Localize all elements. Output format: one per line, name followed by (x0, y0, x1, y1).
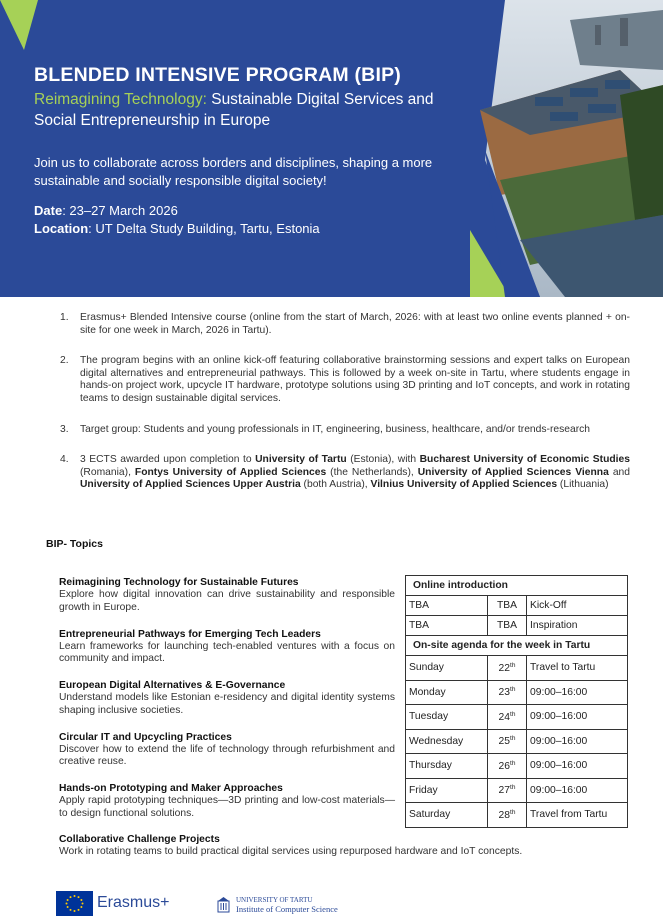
table-row: Monday 23th 09:00–16:00 (406, 680, 628, 705)
list-item (60, 454, 630, 492)
table-row: Saturday 28th Travel from Tartu (406, 803, 628, 828)
subtitle-rest: Sustainable Digital Services and Social Entrepreneurship in Europe (34, 91, 434, 129)
list-number: 2. (60, 355, 69, 367)
event-info (34, 202, 320, 238)
list-item (60, 355, 630, 405)
list-item (60, 312, 630, 337)
table-row: Wednesday 25th 09:00–16:00 (406, 729, 628, 754)
banner-subtitle (34, 89, 464, 131)
erasmus-logo-text: Erasmus+ (97, 894, 170, 911)
date-line (34, 202, 320, 220)
topic-description: Explore how digital innovation can drive sustainability and responsible growth in Europe. (59, 589, 395, 613)
topic-title: Circular IT and Upcycling Practices (59, 731, 232, 743)
list-item (60, 424, 630, 437)
university-seal-icon (217, 897, 230, 913)
topic-item (59, 577, 395, 629)
header-banner (0, 0, 663, 297)
eu-flag-icon (56, 891, 93, 916)
location-label: Location (34, 221, 89, 236)
topic-item (59, 783, 395, 835)
ut-name: UNIVERSITY OF TARTU (236, 896, 313, 904)
topic-item (59, 629, 395, 681)
date-value: : 23–27 March 2026 (62, 203, 178, 218)
list-text: The program begins with an online kick-off featuring collaborative brainstorming sessions and expert talks on European digital alternatives and entrepreneurial pathways. This is followed by a week on-site in Tartu, where students engage in hands-on project work, upcycle IT hardware, prototype solutions using 3D printing and IoT concepts, and work in rotating teams to design sustainable digital services. (80, 355, 630, 404)
topic-title: Reimagining Technology for Sustainable Futures (59, 577, 299, 588)
topic-description: Understand models like Estonian e-residency and digital identity systems shaping inclusive societies. (59, 692, 395, 716)
topic-description: Apply rapid prototyping techniques—3D printing and low-cost materials—to design functional solutions. (59, 795, 395, 819)
green-triangle-decoration (0, 0, 50, 50)
topic-title: European Digital Alternatives & E-Governance (59, 680, 286, 691)
location-value: : UT Delta Study Building, Tartu, Estonia (88, 221, 320, 236)
topic-item (59, 732, 395, 784)
ut-logo-text (236, 896, 338, 914)
list-text: Erasmus+ Blended Intensive course (online from the start of March, 2026: with at least two online events planned + on-site for one week in March, 2026 in Tartu). (80, 312, 630, 336)
online-header: Online introduction (406, 576, 628, 596)
table-row: Sunday 22th Travel to Tartu (406, 656, 628, 681)
table-row: Tuesday 24th 09:00–16:00 (406, 705, 628, 730)
banner-title: BLENDED INTENSIVE PROGRAM (BIP) (34, 64, 401, 86)
delta-building-photo (470, 0, 663, 297)
list-number: 1. (60, 312, 69, 323)
table-row: Thursday 26th 09:00–16:00 (406, 754, 628, 779)
topic-title: Hands-on Prototyping and Maker Approaches (59, 783, 283, 794)
agenda-header-online (406, 576, 628, 596)
topic-description: Learn frameworks for launching tech-enabled ventures with a focus on community and impact. (59, 640, 395, 665)
table-row: TBA TBA Inspiration (406, 616, 628, 636)
table-row: Friday 27th 09:00–16:00 (406, 778, 628, 803)
date-label: Date (34, 203, 63, 218)
topics-heading: BIP- Topics (46, 538, 103, 550)
topic-item (59, 680, 395, 732)
program-details-list (60, 312, 630, 510)
list-number: 3. (60, 423, 69, 435)
topic-description: Work in rotating teams to build practical digital services using repurposed hardware and IoT concepts. (59, 846, 523, 858)
list-text: 3 ECTS awarded upon completion to University of Tartu (Estonia), with Bucharest University of Economic Studies (Romania), Fontys University of Applied Sciences (the Netherlands), University of Applied Sciences Vienna and University of Applied Sciences Upper Austria (both Austria), Vilnius University of Applied Sciences (Lithuania) (80, 454, 631, 491)
banner-intro: Join us to collaborate across borders and disciplines, shaping a more sustainable and socially responsible digital society! (34, 155, 433, 188)
list-text: Target group: Students and young professionals in IT, engineering, business, healthcare, and/or trends-research (80, 423, 591, 435)
onsite-header: On-site agenda for the week in Tartu (406, 636, 628, 656)
topic-title: Entrepreneurial Pathways for Emerging Tech Leaders (59, 628, 321, 640)
topic-item (59, 834, 619, 859)
topics-list (59, 577, 395, 835)
footer-logos (0, 885, 663, 917)
ut-institute: Institute of Computer Science (236, 904, 338, 914)
agenda-table (405, 575, 628, 828)
list-number: 4. (60, 454, 69, 466)
subtitle-highlight: Reimagining Technology: (34, 91, 207, 108)
agenda-header-onsite (406, 636, 628, 656)
table-row: TBA TBA Kick-Off (406, 596, 628, 616)
topic-description: Discover how to extend the life of technology through refurbishment and creative reuse. (59, 743, 395, 768)
topic-title: Collaborative Challenge Projects (59, 834, 220, 845)
location-line (34, 220, 320, 238)
